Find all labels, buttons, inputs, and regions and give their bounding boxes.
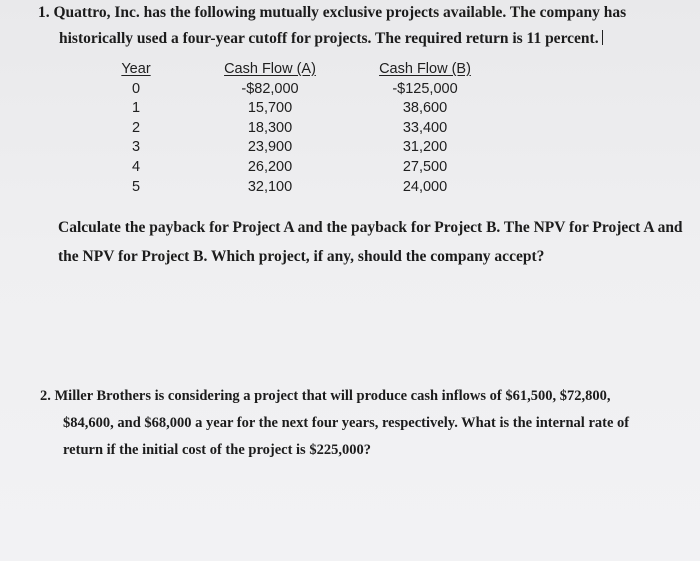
- cash-flow-a-cell: 26,200: [247, 158, 293, 175]
- year-cell: 2: [131, 119, 141, 136]
- cash-flow-a-cell: 18,300: [247, 119, 293, 136]
- cash-flow-b-cell: 24,000: [402, 178, 448, 195]
- cash-flow-b-cell: 31,200: [402, 139, 448, 156]
- cash-flow-b-column: [365, 60, 485, 197]
- cash-flow-b-cell: -$125,000: [392, 80, 458, 97]
- cash-flow-a-cell: 15,700: [247, 100, 293, 117]
- cash-flow-a-cell: -$82,000: [241, 80, 299, 97]
- cash-flow-b-cell: 33,400: [402, 119, 448, 136]
- cash-flow-b-cell: 27,500: [402, 158, 448, 175]
- year-cell: 0: [131, 80, 141, 97]
- question-1-text-line-1: 1. Quattro, Inc. has the following mutually exclusive projects available. The company has: [38, 4, 627, 21]
- cash-flow-a-cell: 32,100: [247, 178, 293, 195]
- year-cell: 5: [131, 178, 141, 195]
- year-cell: 3: [131, 139, 141, 156]
- question-1-instructions-line-1: Calculate the payback for Project A and the payback for Project B. The NPV for Project A and: [58, 219, 683, 236]
- question-2-text-line-2: $84,600, and $68,000 a year for the next four years, respectively. What is the internal rate of: [63, 415, 630, 431]
- year-column: [100, 60, 172, 197]
- cash-flow-table: [100, 60, 500, 210]
- cash-flow-a-column: [210, 60, 330, 197]
- year-header: Year: [121, 61, 151, 77]
- year-cell: 4: [131, 158, 141, 175]
- cash-flow-b-header: Cash Flow (B): [379, 61, 471, 77]
- question-2-text-line-3: return if the initial cost of the project is $225,000?: [63, 442, 371, 458]
- question-1-text-line-2-content: historically used a four-year cutoff for projects. The required return is 11 percent.: [59, 30, 599, 47]
- year-cell: 1: [131, 100, 141, 117]
- cash-flow-a-header: Cash Flow (A): [224, 61, 316, 77]
- question-2-text-line-1: 2. Miller Brothers is considering a project that will produce cash inflows of $61,500, $72,800,: [40, 388, 611, 404]
- question-1-instructions-line-2: the NPV for Project B. Which project, if any, should the company accept?: [58, 248, 545, 265]
- text-cursor: [602, 30, 603, 45]
- cash-flow-a-cell: 23,900: [247, 139, 293, 156]
- question-1-text-line-2: [59, 30, 603, 48]
- cash-flow-b-cell: 38,600: [402, 100, 448, 117]
